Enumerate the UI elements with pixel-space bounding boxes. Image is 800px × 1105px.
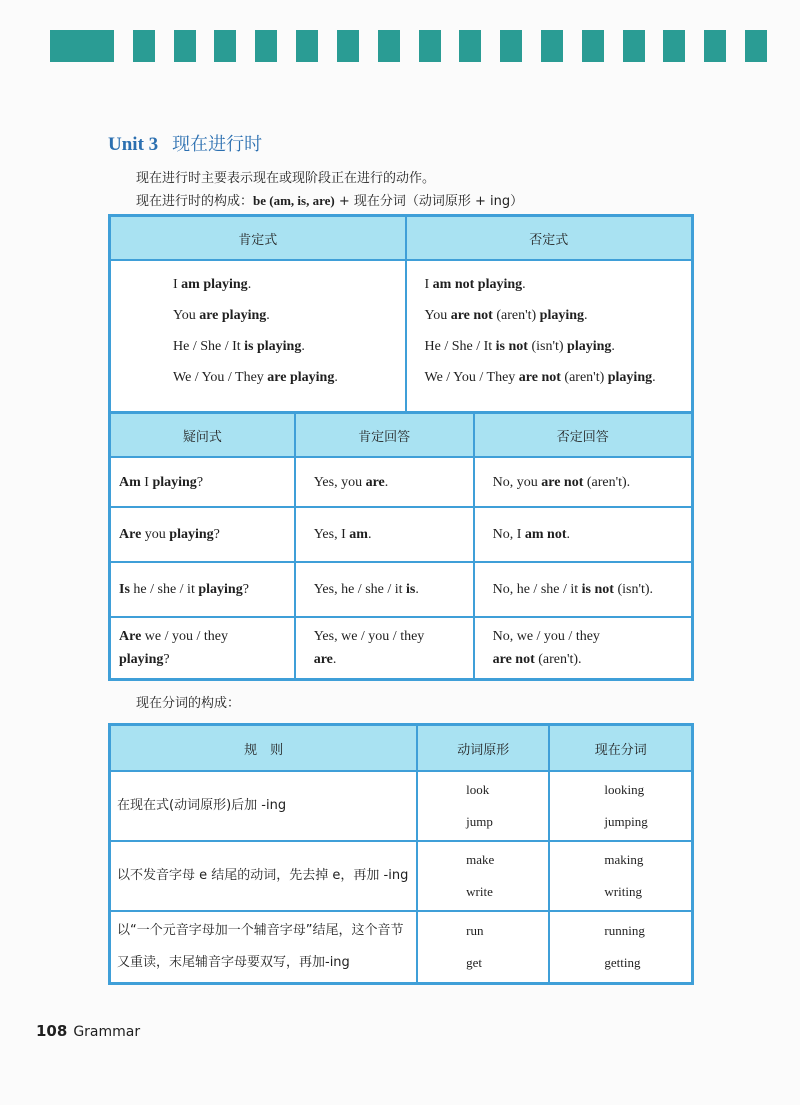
banner-square <box>541 30 563 62</box>
table-row <box>110 841 693 911</box>
unit-topic: 现在进行时 <box>172 134 263 155</box>
negative-cell <box>406 260 693 413</box>
banner-square <box>174 30 196 62</box>
question-cell: Are we / you / they playing? <box>110 617 295 679</box>
yes-answer-cell: Yes, we / you / they are. <box>295 617 474 679</box>
table-row <box>110 911 693 983</box>
header-participle: 现在分词 <box>549 725 692 772</box>
base-form-cell: run get <box>417 911 549 983</box>
header-rule: 规 则 <box>110 725 418 772</box>
yes-answer-cell: Yes, he / she / it is. <box>295 562 474 617</box>
table-header-row <box>110 413 693 458</box>
rule-cell: 以“一个元音字母加一个辅音字母”结尾，这个音节又重读，末尾辅音字母要双写，再加-ing <box>110 911 418 983</box>
banner-square <box>296 30 318 62</box>
intro-suffix: + 现在分词（动词原形 + ing） <box>334 194 524 209</box>
banner-square <box>255 30 277 62</box>
sentence: He / She / It is playing. <box>173 339 305 354</box>
question-answer-table <box>108 411 694 681</box>
participle-subtitle: 现在分词的构成： <box>136 696 241 711</box>
affirmative-negative-table <box>108 214 694 414</box>
banner-square <box>582 30 604 62</box>
table-header-row <box>110 725 693 772</box>
sentence: I am playing. <box>173 277 252 292</box>
participle-table <box>108 723 694 985</box>
participle-cell: running getting <box>549 911 692 983</box>
intro-prefix: 现在进行时的构成： <box>136 194 254 209</box>
banner-square <box>378 30 400 62</box>
no-answer-cell: No, I am not. <box>474 507 693 562</box>
banner-square <box>663 30 685 62</box>
page-footer <box>36 1022 140 1040</box>
yes-answer-cell: Yes, you are. <box>295 457 474 507</box>
base-form-cell: look jump <box>417 771 549 841</box>
unit-title <box>108 130 262 156</box>
header-no-answer: 否定回答 <box>474 413 693 458</box>
banner-square <box>337 30 359 62</box>
table-row <box>110 260 693 413</box>
sentence: He / She / It is not (isn't) playing. <box>424 339 615 354</box>
sentence: We / You / They are not (aren't) playing. <box>424 370 656 385</box>
rule-cell: 在现在式(动词原形)后加 -ing <box>110 771 418 841</box>
base-form-cell: make write <box>417 841 549 911</box>
banner-square <box>623 30 645 62</box>
banner-square <box>133 30 155 62</box>
banner-square <box>214 30 236 62</box>
table-row <box>110 562 693 617</box>
banner-square <box>704 30 726 62</box>
header-banner <box>50 30 767 62</box>
table-row <box>110 771 693 841</box>
intro-line-1: 现在进行时主要表示现在或现阶段正在进行的动作。 <box>136 171 436 186</box>
sentence: I am not playing. <box>424 277 526 292</box>
header-base-form: 动词原形 <box>417 725 549 772</box>
participle-cell: looking jumping <box>549 771 692 841</box>
banner-square <box>50 30 114 62</box>
header-negative: 否定式 <box>406 216 693 261</box>
rule-cell: 以不发音字母 e 结尾的动词，先去掉 e，再加 -ing <box>110 841 418 911</box>
question-cell: Is he / she / it playing? <box>110 562 295 617</box>
page-number: 108 <box>36 1022 68 1040</box>
intro-line-2 <box>136 190 523 209</box>
header-yes-answer: 肯定回答 <box>295 413 474 458</box>
question-cell: Am I playing? <box>110 457 295 507</box>
header-question: 疑问式 <box>110 413 295 458</box>
banner-square <box>419 30 441 62</box>
footer-label: Grammar <box>73 1024 141 1040</box>
sentence: You are playing. <box>173 308 270 323</box>
no-answer-cell: No, we / you / they are not (aren't). <box>474 617 693 679</box>
header-affirmative: 肯定式 <box>110 216 406 261</box>
banner-square <box>745 30 767 62</box>
intro-be-forms: be (am, is, are) <box>253 193 335 208</box>
sentence: You are not (aren't) playing. <box>424 308 588 323</box>
question-cell: Are you playing? <box>110 507 295 562</box>
banner-square <box>500 30 522 62</box>
banner-square <box>459 30 481 62</box>
no-answer-cell: No, he / she / it is not (isn't). <box>474 562 693 617</box>
affirmative-cell <box>110 260 406 413</box>
no-answer-cell: No, you are not (aren't). <box>474 457 693 507</box>
table-row <box>110 457 693 507</box>
yes-answer-cell: Yes, I am. <box>295 507 474 562</box>
unit-number: Unit 3 <box>108 134 159 155</box>
participle-cell: making writing <box>549 841 692 911</box>
sentence: We / You / They are playing. <box>173 370 338 385</box>
table-header-row <box>110 216 693 261</box>
table-row <box>110 617 693 679</box>
table-row <box>110 507 693 562</box>
